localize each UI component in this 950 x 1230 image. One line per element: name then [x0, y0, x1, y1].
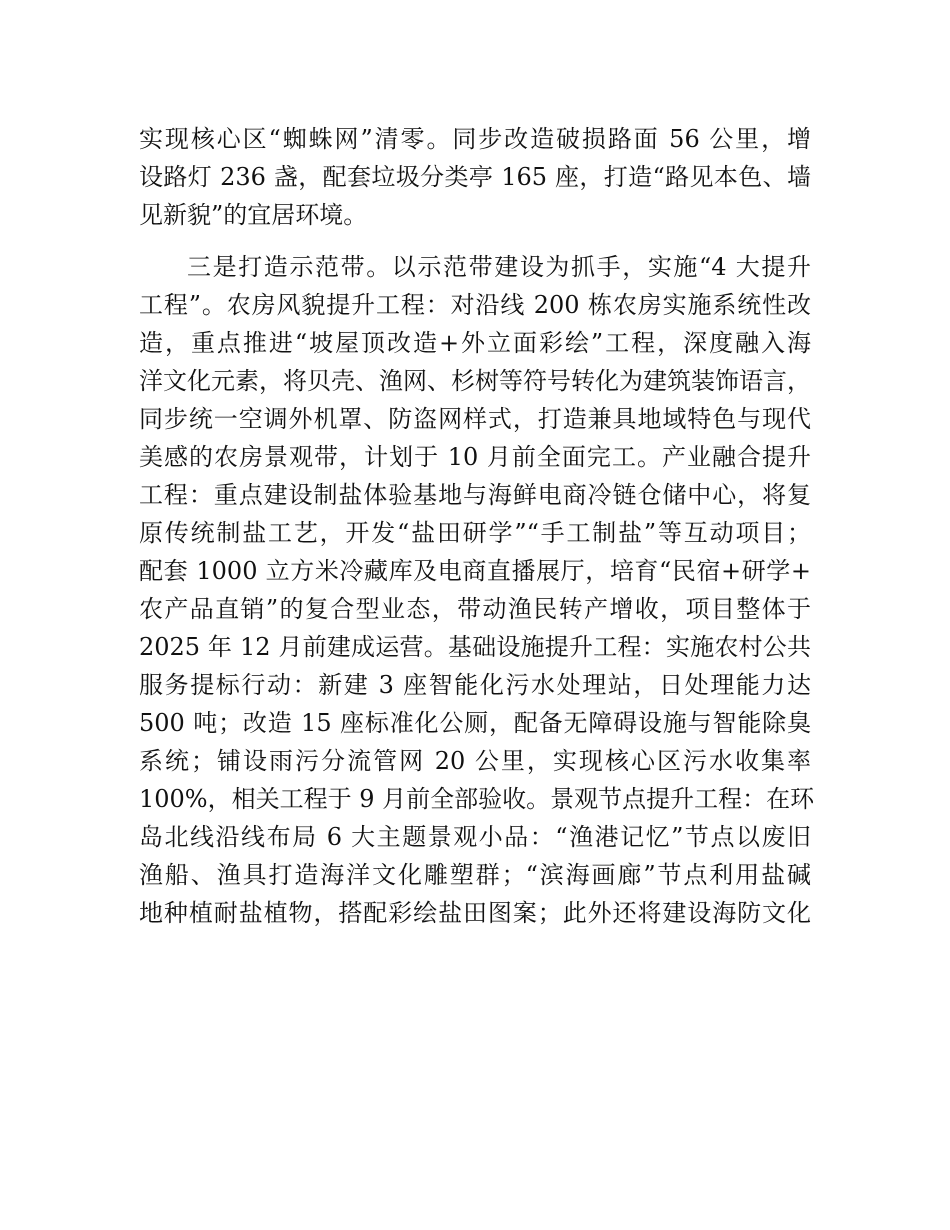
paragraph-2	[139, 248, 815, 932]
text-line: 2025 年 12 月前建成运营。基础设施提升工程：实施农村公共	[139, 633, 811, 661]
text-line: 三是打造示范带。以示范带建设为抓手，实施“4 大提升	[187, 253, 811, 281]
text-line: 配套 1000 立方米冷藏库及电商直播展厅，培育“民宿+研学+	[139, 557, 811, 585]
text-line: 实现核心区“蜘蛛网”清零。同步改造破损路面 56 公里，增	[139, 125, 811, 153]
text-line: 系统；铺设雨污分流管网 20 公里，实现核心区污水收集率	[139, 747, 811, 775]
text-line: 美感的农房景观带，计划于 10 月前全面完工。产业融合提升	[139, 443, 811, 471]
text-line: 服务提标行动：新建 3 座智能化污水处理站，日处理能力达	[139, 671, 811, 699]
text-line: 岛北线沿线布局 6 大主题景观小品：“渔港记忆”节点以废旧	[139, 823, 811, 851]
text-line: 设路灯 236 盏，配套垃圾分类亭 165 座，打造“路见本色、墙	[139, 163, 811, 191]
paragraph-1	[139, 120, 811, 234]
text-line: 农产品直销”的复合型业态，带动渔民转产增收，项目整体于	[139, 595, 811, 623]
text-line: 洋文化元素，将贝壳、渔网、杉树等符号转化为建筑装饰语言，	[139, 367, 811, 395]
text-line: 工程”。农房风貌提升工程：对沿线 200 栋农房实施系统性改	[139, 291, 811, 319]
text-line: 渔船、渔具打造海洋文化雕塑群；“滨海画廊”节点利用盐碱	[139, 861, 811, 889]
text-line: 100%，相关工程于 9 月前全部验收。景观节点提升工程：在环	[139, 785, 815, 813]
text-line: 同步统一空调外机罩、防盗网样式，打造兼具地域特色与现代	[139, 405, 811, 433]
document-body	[139, 120, 815, 932]
text-line: 工程：重点建设制盐体验基地与海鲜电商冷链仓储中心，将复	[139, 481, 811, 509]
text-line: 地种植耐盐植物，搭配彩绘盐田图案；此外还将建设海防文化	[139, 899, 811, 927]
text-line: 500 吨；改造 15 座标准化公厕，配备无障碍设施与智能除臭	[139, 709, 811, 737]
text-line: 见新貌”的宜居环境。	[139, 201, 368, 229]
text-line: 原传统制盐工艺，开发“盐田研学”“手工制盐”等互动项目；	[139, 519, 811, 547]
text-line: 造，重点推进“坡屋顶改造+外立面彩绘”工程，深度融入海	[139, 329, 811, 357]
